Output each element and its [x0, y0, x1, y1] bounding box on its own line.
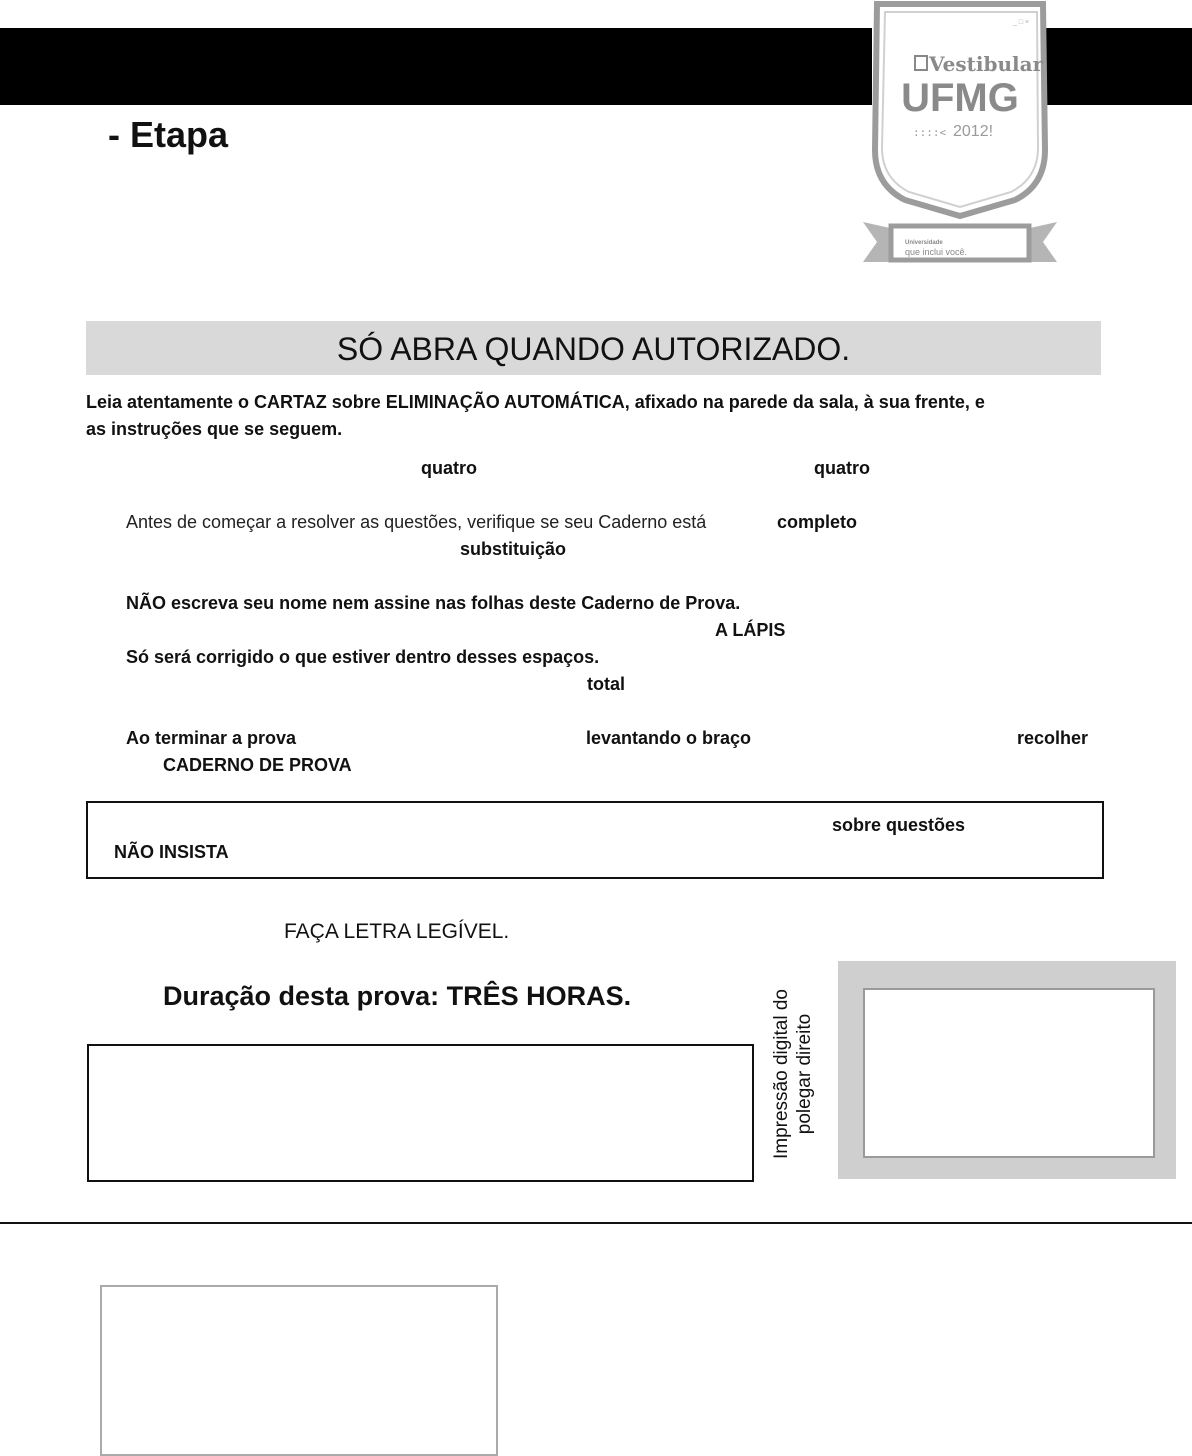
- instruction-substituicao: substituição: [460, 539, 567, 559]
- ufmg-vestibular-logo: [855, 0, 1065, 272]
- bottom-box: [100, 1285, 498, 1456]
- instruction-caderno: CADERNO DE PROVA: [163, 755, 352, 775]
- instruction-a-lapis: A LÁPIS: [715, 620, 786, 640]
- instruction-raise-arm: levantando o braço: [586, 728, 752, 748]
- candidate-info-box: [87, 1044, 754, 1182]
- svg-text:UFMG: UFMG: [901, 76, 1019, 120]
- notice-do-not-insist: NÃO INSISTA: [114, 842, 229, 862]
- thumbprint-label-line-2: polegar direito: [794, 1013, 815, 1135]
- thumbprint-label-line-1: Impressão digital do: [771, 988, 792, 1160]
- svg-text:2012!: 2012!: [953, 123, 994, 140]
- instruction-check-bold: completo: [777, 512, 858, 532]
- instruction-no-name: NÃO escreva seu nome nem assine nas folhas deste Caderno de Prova.: [126, 593, 741, 613]
- header-bar-right: [1045, 28, 1192, 105]
- instruction-only-corrected: Só será corrigido o que estiver dentro desses espaços.: [126, 647, 600, 667]
- svg-text:que inclui você.: que inclui você.: [905, 247, 968, 257]
- intro-line-1: Leia atentamente o CARTAZ sobre ELIMINAÇÃO AUTOMÁTICA, afixado na parede da sala, à sua frente, e: [86, 392, 985, 412]
- separator-line: [0, 1222, 1192, 1224]
- svg-text:Vestibular: Vestibular: [929, 52, 1044, 76]
- instruction-quatro-2: quatro: [814, 458, 870, 478]
- instruction-finish: Ao terminar a prova: [126, 728, 297, 748]
- intro-line-2: as instruções que se seguem.: [86, 419, 343, 439]
- thumbprint-label: [770, 974, 832, 1174]
- stage-title: - Etapa: [108, 114, 229, 155]
- header-bar-left: [0, 28, 872, 105]
- instruction-collect: recolher: [1017, 728, 1089, 748]
- instruction-quatro-1: quatro: [421, 458, 477, 478]
- warning-banner-text: SÓ ABRA QUANDO AUTORIZADO.: [336, 331, 851, 367]
- thumbprint-box: [863, 988, 1155, 1158]
- legible-writing-note: FAÇA LETRA LEGÍVEL.: [284, 920, 510, 943]
- exam-duration: Duração desta prova: TRÊS HORAS.: [163, 981, 632, 1011]
- instruction-check-text: Antes de começar a resolver as questões, verifique se seu Caderno está: [126, 512, 707, 532]
- notice-about-questions: sobre questões: [832, 815, 966, 835]
- svg-text:::::<: ::::<: [913, 126, 947, 139]
- warning-banner: [86, 321, 1101, 375]
- svg-text:Universidade: Universidade: [905, 240, 943, 246]
- svg-text:_ □ ×: _ □ ×: [1013, 19, 1030, 26]
- instruction-total: total: [587, 674, 625, 694]
